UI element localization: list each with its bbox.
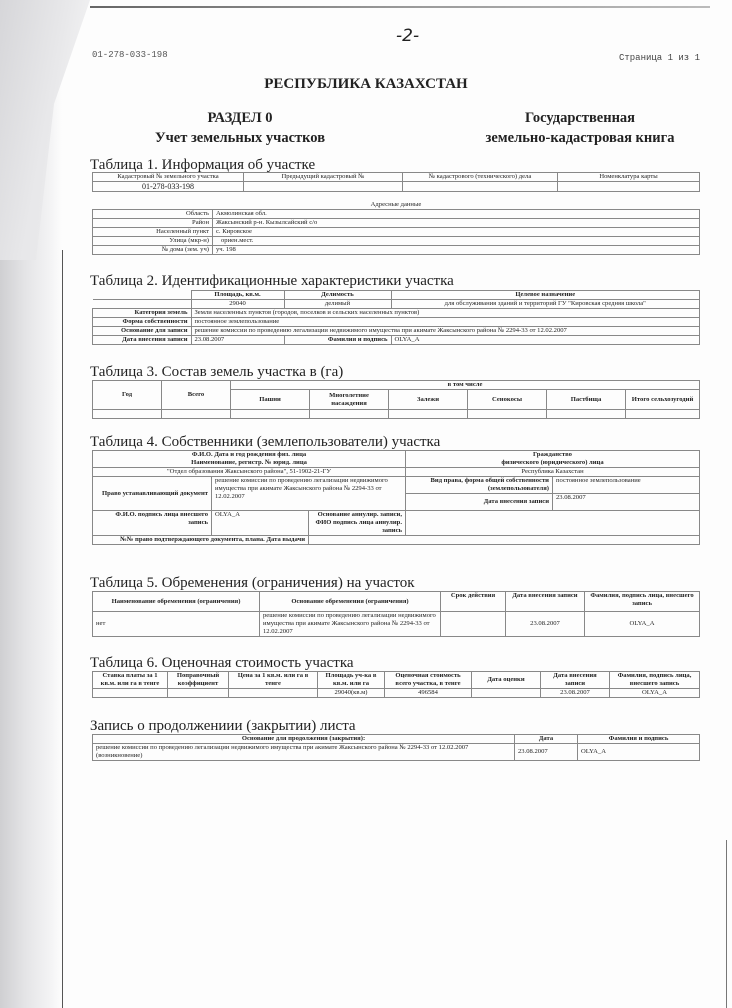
table3-group-header: в том числе	[231, 381, 700, 390]
address-value: с. Кировское	[213, 228, 700, 237]
table1-cell	[244, 182, 403, 192]
address-value: Акмолинская обл.	[213, 210, 700, 219]
table3-cell	[468, 410, 547, 419]
table5-header: Срок действия	[441, 592, 506, 612]
table1-header: Предыдущий кадастровый №	[244, 173, 403, 182]
table2-identification	[92, 290, 700, 345]
table2-row-value: решение комиссии по проведению легализации недвижимого имущества при акимате Жаксынского района № 2294-33 от 12.02.2007	[191, 327, 700, 336]
table2-empty-corner	[93, 300, 192, 309]
table6-header: Площадь уч-ка в кв.м. или га	[318, 672, 385, 689]
address-caption: Адресные данные	[370, 201, 422, 208]
page-counter: Страница 1 из 1	[618, 53, 700, 63]
table1-cell	[403, 182, 558, 192]
table6-header: Ставка платы за 1 кв.м. или га в тенге	[93, 672, 168, 689]
table4-left-header-line: Наименование, регистр. № юрид. лица	[191, 459, 307, 466]
table1-address	[92, 209, 700, 255]
table5-header: Наименование обременения (ограничения)	[93, 592, 260, 612]
page-mark: -2-	[396, 26, 420, 46]
table2-row-label: Основание для записи	[93, 327, 192, 336]
table4-right-type-label: Вид права, форма общей собственности (землепользователя)	[406, 477, 553, 494]
table3-cell	[231, 410, 310, 419]
table3-column-header: Залежи	[389, 390, 468, 410]
table1-parcel-info	[92, 172, 700, 192]
table6-header: Поправочный коэффициент	[168, 672, 229, 689]
table5-header: Фамилия, подпись лица, внесшего запись	[585, 592, 700, 612]
section-heading	[140, 108, 340, 148]
table3-cell	[547, 410, 626, 419]
table4-right-header-line: Гражданство	[533, 451, 572, 458]
address-value: уч. 198	[213, 246, 700, 255]
table4-left-header-line: Ф.И.О. Дата и год рождения физ. лица	[191, 451, 307, 458]
table3-cell	[93, 410, 162, 419]
table5-header: Основание обременения (ограничения)	[260, 592, 441, 612]
table6-cell	[472, 689, 541, 698]
country-heading: РЕСПУБЛИКА КАЗАХСТАН	[264, 76, 468, 92]
address-label: Населенный пункт	[93, 228, 213, 237]
table1-header: № кадастрового (технического) дела	[403, 173, 558, 182]
document-id: 01-278-033-198	[92, 50, 168, 60]
table2-divisibility-value: делимый	[284, 300, 391, 309]
table5-header: Дата внесения записи	[506, 592, 585, 612]
table5-cell	[441, 612, 506, 637]
book-heading	[460, 108, 700, 148]
table5-encumbrances	[92, 591, 700, 637]
table3-column-header: Пашни	[231, 390, 310, 410]
table3-cell	[310, 410, 389, 419]
table4-citizenship: Республика Казахстан	[406, 468, 700, 477]
record-title: Запись о продолжениии (закрытии) листа	[90, 718, 356, 734]
record-header: Дата	[515, 735, 578, 744]
table2-title: Таблица 2. Идентификационные характеристики участка	[90, 273, 454, 289]
table4-signer-value: OLYA_A	[212, 511, 309, 536]
table2-area-value: 29040	[191, 300, 284, 309]
address-label: Область	[93, 210, 213, 219]
table6-header: Дата внесения записи	[541, 672, 610, 689]
table2-row-label: Категория земель	[93, 309, 192, 318]
table1-header: Номенклатура карты	[558, 173, 700, 182]
table6-cell	[168, 689, 229, 698]
table4-owner-name: "Отдел образования Жаксынского района", 51-1902-21-ГУ	[93, 468, 406, 477]
table4-right-header-line: физического (юридического) лица	[501, 459, 604, 466]
table3-cell	[626, 410, 700, 419]
address-label: № дома (зем. уч)	[93, 246, 213, 255]
table3-column-header: Пастбища	[547, 390, 626, 410]
table4-right-type-value: постоянное землепользование	[553, 477, 700, 494]
table5-cell: решение комиссии по проведению легализации недвижимого имущества при акимате Жаксынского района № 2294-33 от 12.02.2007	[260, 612, 441, 637]
table2-purpose-value: для обслуживания зданий и территорий ГУ "Кировская средняя школа"	[391, 300, 700, 309]
address-value: Жаксынский р-н. Кызылсайский с/о	[213, 219, 700, 228]
table1-cell: 01-278-033-198	[93, 182, 244, 192]
record-header: Основание для продолжения (закрытия):	[93, 735, 515, 744]
table3-column-header: Сенокосы	[468, 390, 547, 410]
table6-header: Цена за 1 кв.м. или га в тенге	[229, 672, 318, 689]
table6-cell	[93, 689, 168, 698]
book-title: Государственная	[524, 110, 636, 126]
table3-column-header: Итого сельхозугодий	[626, 390, 700, 410]
table4-doc-label: Право устанавливающий документ	[93, 477, 212, 511]
table2-date-value: 23.08.2007	[191, 336, 284, 345]
table4-annul-value	[406, 511, 700, 536]
table6-header: Дата оценки	[472, 672, 541, 689]
record-table	[92, 734, 700, 761]
table3-column-header: Многолетние насаждения	[310, 390, 389, 410]
table4-date-label: Дата внесения записи	[406, 494, 553, 511]
table5-title: Таблица 5. Обременения (ограничения) на участок	[90, 575, 415, 591]
record-header: Фамилия и подпись	[578, 735, 700, 744]
table6-title: Таблица 6. Оценочная стоимость участка	[90, 655, 354, 671]
table4-owners	[92, 450, 700, 545]
table4-doc-value: решение комиссии по проведению легализации недвижимого имущества при акимате Жаксынского района № 2294-33 от 12.02.2007	[212, 477, 406, 511]
table3-year-header: Год	[93, 381, 162, 410]
table2-date-label: Дата внесения записи	[93, 336, 192, 345]
table2-row-value: Земли населенных пунктов (городов, поселков и сельских населенных пунктов)	[191, 309, 700, 318]
table4-date-value: 23.08.2007	[553, 494, 700, 511]
table2-sign-value: OLYA_A	[391, 336, 700, 345]
table1-title: Таблица 1. Информация об участке	[90, 157, 316, 173]
page-top-edge	[90, 6, 710, 8]
table3-total-header: Всего	[162, 381, 231, 410]
table2-sign-label: Фамилия и подпись	[284, 336, 391, 345]
table4-title: Таблица 4. Собственники (землепользователи) участка	[90, 434, 441, 450]
record-sign: OLYA_A	[578, 744, 700, 761]
table3-title: Таблица 3. Состав земель участка в (га)	[90, 364, 344, 380]
table5-cell: 23.08.2007	[506, 612, 585, 637]
table4-left-header	[93, 451, 406, 468]
book-subtitle: земельно-кадастровая книга	[485, 130, 675, 146]
table5-cell: нет	[93, 612, 260, 637]
table6-header: Фамилия, подпись лица, внесшего запись	[610, 672, 700, 689]
table4-right-header	[406, 451, 700, 468]
page-right-edge	[726, 840, 727, 1008]
address-value: ориен.мест.	[213, 237, 700, 246]
table6-cell	[229, 689, 318, 698]
table4-annul-label: Основание аннулир. записи, ФИО подпись лица аннулир. запись	[309, 511, 406, 536]
page-left-edge	[62, 250, 63, 1008]
address-label: Район	[93, 219, 213, 228]
table5-cell: OLYA_A	[585, 612, 700, 637]
section-subtitle: Учет земельных участков	[154, 130, 326, 146]
table4-docs-value	[309, 536, 700, 545]
table6-valuation	[92, 671, 700, 698]
table1-cell	[558, 182, 700, 192]
record-date: 23.08.2007	[515, 744, 578, 761]
table2-row-label: Форма собственности	[93, 318, 192, 327]
section-title: РАЗДЕЛ 0	[207, 110, 273, 126]
table6-sign-value: OLYA_A	[610, 689, 700, 698]
table4-docs-label: №№ право подтверждающего документа, плана. Дата выдачи	[93, 536, 309, 545]
table3-cell	[389, 410, 468, 419]
table6-area-value: 29040(кв.м)	[318, 689, 385, 698]
table2-row-value: постоянное землепользование	[191, 318, 700, 327]
table2-header: Делимость	[284, 291, 391, 300]
table3-cell	[162, 410, 231, 419]
table2-empty-corner	[93, 291, 192, 300]
table2-header: Площадь, кв.м.	[191, 291, 284, 300]
table4-signer-label: Ф.И.О. подпись лица внесшего запись	[93, 511, 212, 536]
record-basis: решение комиссии по проведению легализации недвижимого имущества при акимате Жаксынского района № 2294-33 от 12.02.2007 (возникновение)	[93, 744, 515, 761]
address-label: Улица (мкр-н)	[93, 237, 213, 246]
table1-header: Кадастровый № земельного участка	[93, 173, 244, 182]
table6-date-value: 23.08.2007	[541, 689, 610, 698]
table6-valuation-value: 496584	[385, 689, 472, 698]
table6-header: Оценочная стоимость всего участка, в тенге	[385, 672, 472, 689]
table2-header: Целевое назначение	[391, 291, 700, 300]
table3-land-composition	[92, 380, 700, 419]
